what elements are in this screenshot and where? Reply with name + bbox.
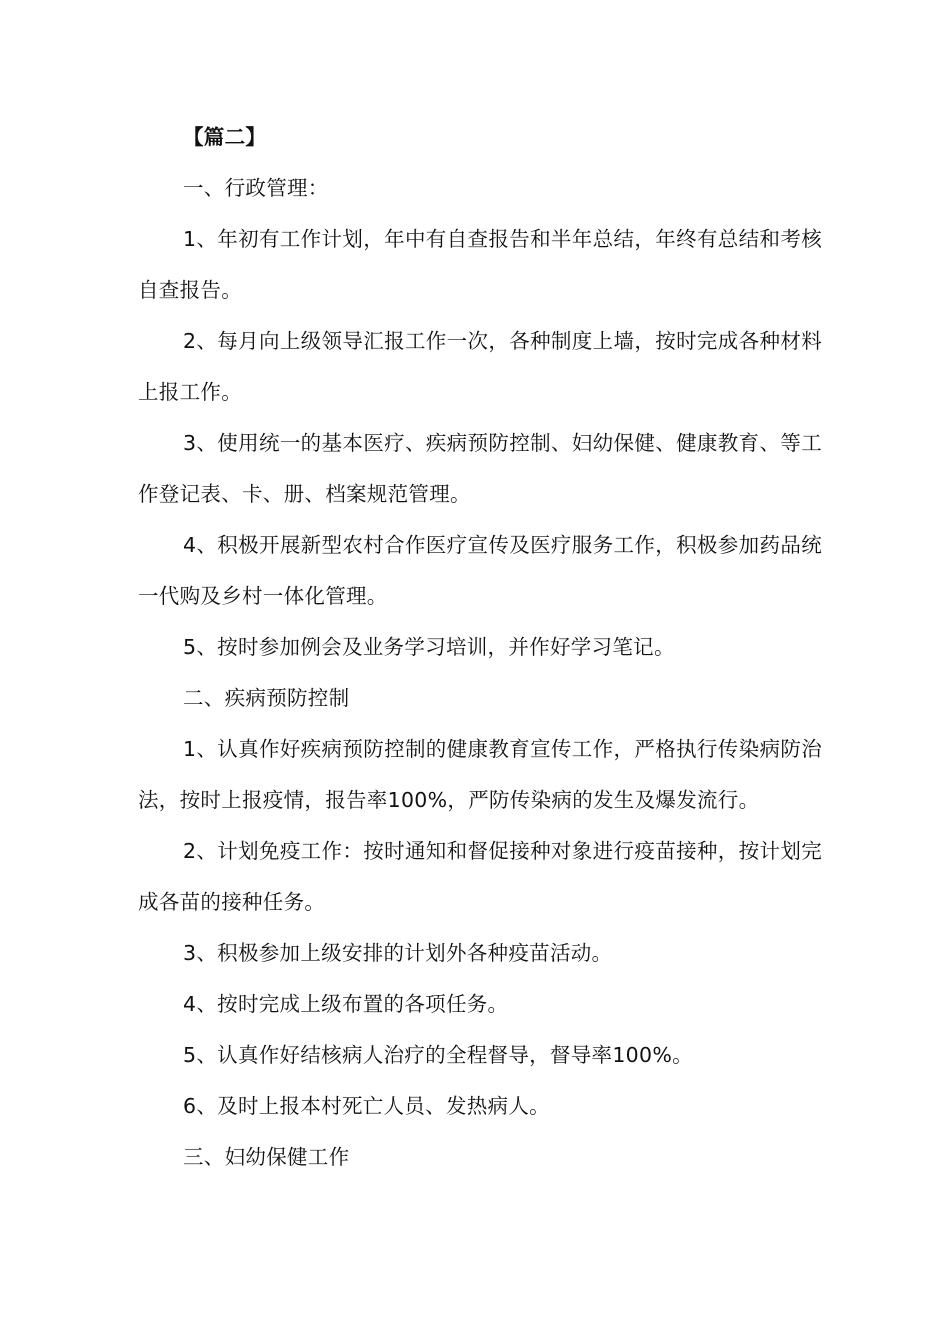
document-title: 【篇二】 — [183, 125, 267, 149]
section-heading-administration: 一、行政管理： — [183, 176, 329, 200]
paragraph: 4、按时完成上级布置的各项任务。 — [183, 992, 509, 1016]
paragraph: 1、认真作好疾病预防控制的健康教育宣传工作，严格执行传染病防治法，按时上报疫情，报告率100%，严防传染病的发生及爆发流行。 — [138, 737, 822, 812]
paragraph: 5、按时参加例会及业务学习培训，并作好学习笔记。 — [183, 635, 675, 659]
paragraph: 6、及时上报本村死亡人员、发热病人。 — [183, 1094, 550, 1118]
paragraph: 2、每月向上级领导汇报工作一次，各种制度上墙，按时完成各种材料上报工作。 — [138, 329, 822, 404]
paragraph: 3、积极参加上级安排的计划外各种疫苗活动。 — [183, 941, 613, 965]
section-heading-maternal-child-health: 三、妇幼保健工作 — [183, 1145, 350, 1169]
paragraph: 2、计划免疫工作：按时通知和督促接种对象进行疫苗接种，按计划完成各苗的接种任务。 — [138, 839, 822, 914]
paragraph: 5、认真作好结核病人治疗的全程督导，督导率100%。 — [183, 1043, 693, 1067]
paragraph: 4、积极开展新型农村合作医疗宣传及医疗服务工作，积极参加药品统一代购及乡村一体化管理。 — [138, 533, 822, 608]
paragraph: 3、使用统一的基本医疗、疾病预防控制、妇幼保健、健康教育、等工作登记表、卡、册、档案规范管理。 — [138, 431, 822, 506]
section-heading-disease-control: 二、疾病预防控制 — [183, 686, 350, 710]
document-body — [138, 112, 822, 1183]
paragraph: 1、年初有工作计划，年中有自查报告和半年总结，年终有总结和考核自查报告。 — [138, 227, 822, 302]
